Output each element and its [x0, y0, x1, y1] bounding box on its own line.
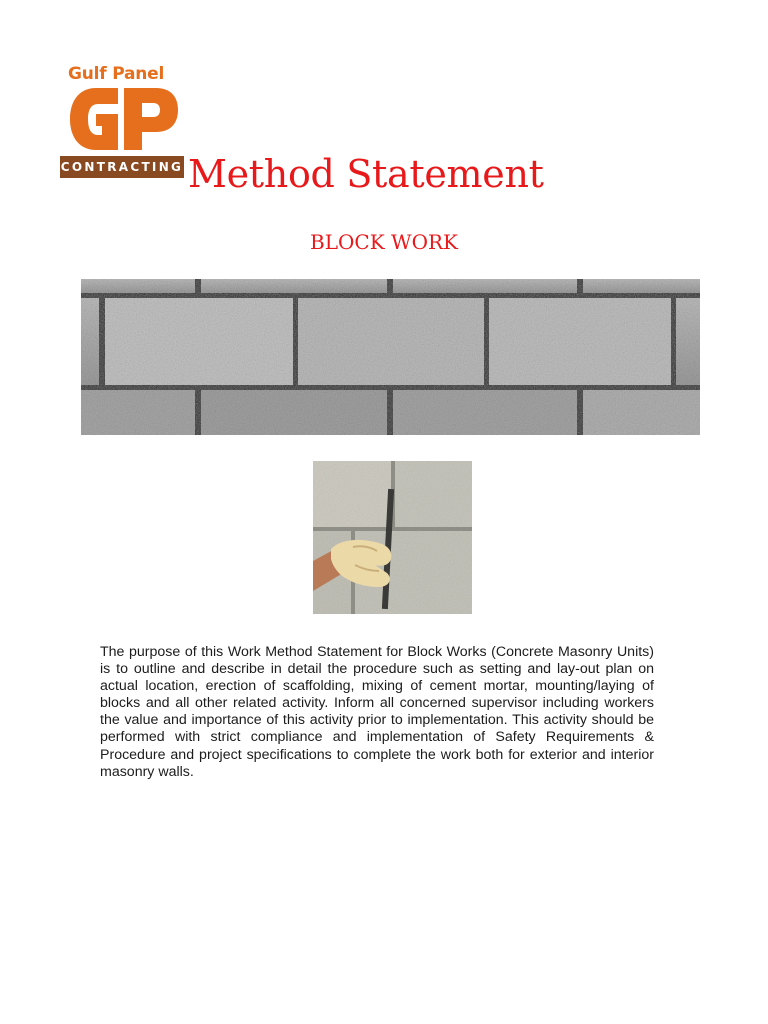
document-subtitle: BLOCK WORK [310, 230, 458, 254]
logo-company-name: Gulf Panel [68, 64, 165, 84]
document-title: Method Statement [188, 152, 544, 196]
logo-tagline: CONTRACTING [60, 156, 184, 178]
pointing-work-image [313, 461, 472, 614]
logo-gp-mark [64, 84, 180, 154]
company-logo [58, 64, 186, 182]
purpose-paragraph: The purpose of this Work Method Statement for Block Works (Concrete Masonry Units) is to outline and describe in detail the procedure such as setting and lay-out plan on actual location, erection of scaffolding, mixing of cement mortar, mounting/laying of blocks and all other related activity. Inform all concerned supervisor including workers the value and importance of this activity prior to implementation. This activity should be performed with strict compliance and implementation of Safety Requirements & Procedure and project specifications to complete the work both for exterior and interior masonry walls. [100, 644, 654, 780]
block-wall-image [81, 279, 700, 435]
